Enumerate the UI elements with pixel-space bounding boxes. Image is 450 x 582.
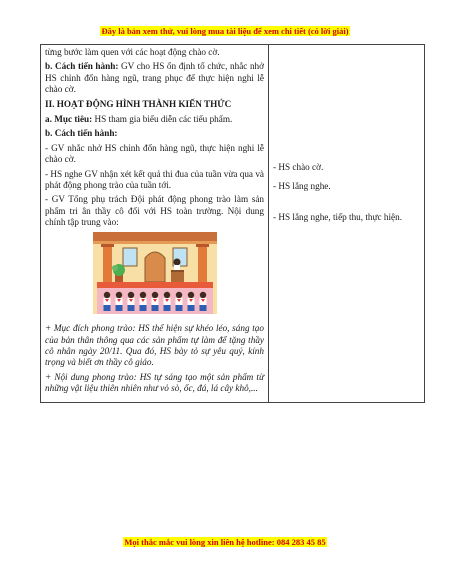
objective-paragraph	[45, 114, 264, 125]
lesson-table	[40, 44, 425, 403]
hotline-banner	[0, 537, 450, 547]
student-response: - HS lắng nghe.	[273, 181, 331, 192]
spacer	[273, 173, 420, 181]
procedure-text: GV cho HS ổn định tổ chức, nhắc nhở HS chỉnh đốn hàng ngũ, trang phục để thực hiện nghi lễ chào cờ.	[45, 61, 264, 95]
student-response: - HS chào cờ.	[273, 162, 324, 172]
student-response: - HS lắng nghe, tiếp thu, thực hiện.	[273, 211, 402, 222]
intro-text: từng bước làm quen với các hoạt động chào cờ.	[45, 47, 220, 57]
step-item: - HS nghe GV nhận xét kết quả thi đua của tuần vừa qua và phát động phong trào của tuần tới.	[45, 168, 264, 191]
preview-banner	[0, 26, 450, 36]
preview-banner-text: Đây là bản xem thử, vui lòng mua tài liệu để xem chi tiết (có lời giải)	[101, 26, 349, 36]
table-row	[41, 45, 425, 403]
spacer	[273, 193, 420, 212]
movement-content-note: + Nội dung phong trào: HS tự sáng tạo một sản phẩm từ những vật liệu thiên nhiên như vỏ sò, ốc, đá, lá cây khô,...	[45, 371, 264, 394]
objective-label: a. Mục tiêu:	[45, 114, 93, 125]
teacher-activity-column	[41, 45, 269, 403]
step-item: - GV Tổng phụ trách Đội phát động phong trào làm sản phẩm tri ân thầy cô đối với HS toàn trường. Nội dung chính tập trung vào:	[45, 194, 264, 228]
procedure-paragraph	[45, 61, 264, 95]
school-assembly-illustration	[93, 232, 217, 314]
student-activity-column	[269, 45, 425, 403]
objective-text: HS tham gia biểu diễn các tiểu phẩm.	[92, 114, 233, 125]
procedure-heading: b. Cách tiến hành:	[45, 128, 118, 139]
procedure-label: b. Cách tiến hành:	[45, 61, 119, 72]
spacer	[273, 47, 420, 162]
illustration	[45, 232, 264, 317]
hotline-banner-text: Mọi thắc mắc vui lòng xin liên hệ hotline: 084 283 45 85	[124, 537, 326, 547]
step-item: - GV nhắc nhở HS chỉnh đốn hàng ngũ, thực hiện nghi lễ chào cờ.	[45, 142, 264, 165]
movement-purpose-note: + Mục đích phong trào: HS thể hiện sự khéo léo, sáng tạo của bản thân thông qua các sản phẩm tự làm để tặng thầy cô nhân ngày 20/11. Qua đó, HS bày tỏ sự yêu quý, kính trọng và biết ơn thầy cô giáo.	[45, 323, 264, 368]
section-heading: II. HOẠT ĐỘNG HÌNH THÀNH KIẾN THỨC	[45, 98, 232, 109]
